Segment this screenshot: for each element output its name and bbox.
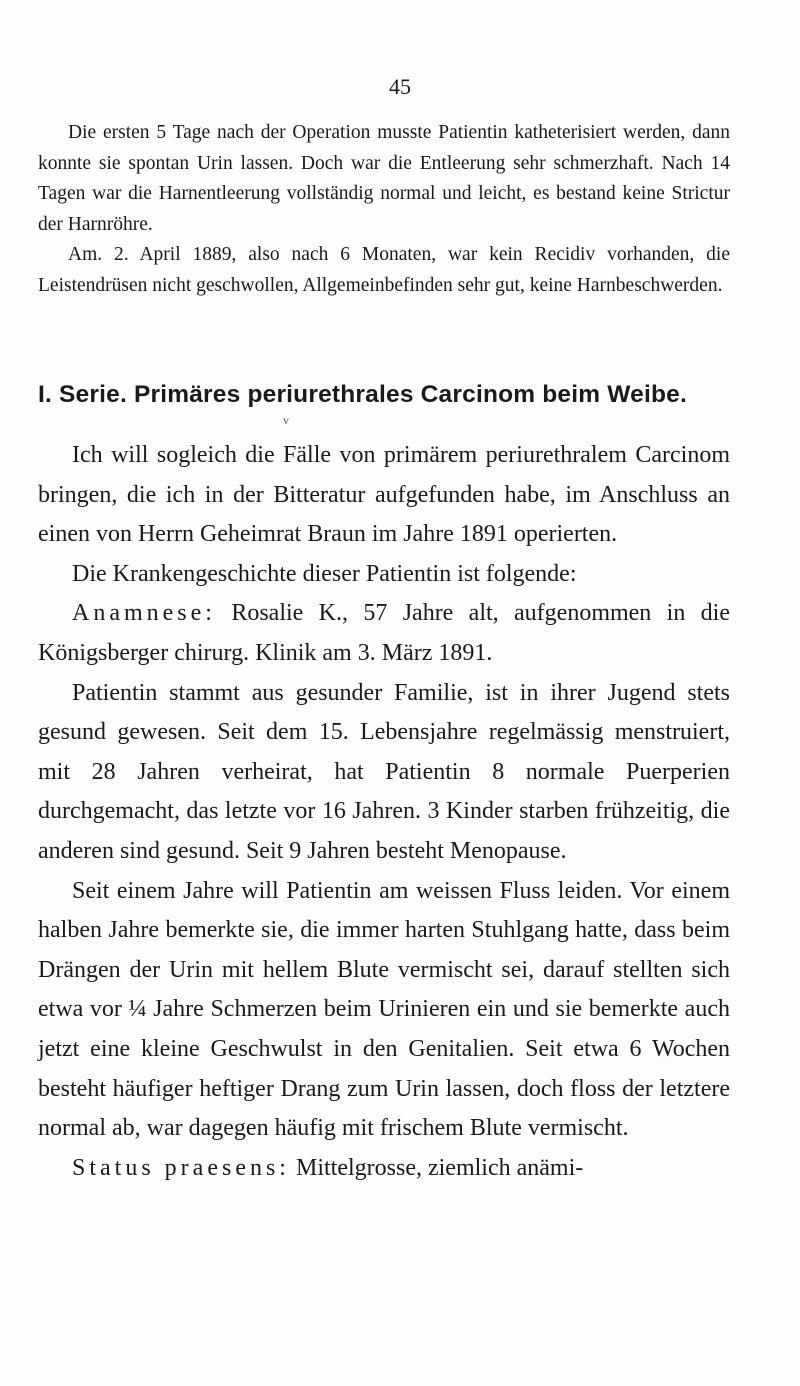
section-heading: I. Serie. Primäres periurethrales Carcinom beim Weibe. [38,381,687,408]
body-paragraph-anamnese [38,594,730,673]
body-paragraph: Seit einem Jahre will Patientin am weissen Fluss leiden. Vor einem halben Jahre bemerkte sie, die immer harten Stuhlgang hatte, dass beim Drängen der Urin mit hellem Blute vermischt sei, darauf stellten sich etwa vor ¼ Jahre Schmerzen beim Urinieren ein und sie bemerkte auch jetzt eine kleine Geschwulst in den Genitalien. Seit etwa 6 Wochen besteht häufiger heftiger Drang zum Urin lassen, doch floss der letztere normal ab, war dagegen häufig mit frischem Blute vermischt. [38,877,730,1142]
intro-paragraph: Die ersten 5 Tage nach der Operation musste Patientin katheterisiert werden, dann konnte sie spontan Urin lassen. Doch war die Entleerung sehr schmerzhaft. Nach 14 Tagen war die Harnentleerung vollständig normal und leicht, es bestand keine Strictur der Harnröhre. [38,122,730,235]
body-paragraph: Die Krankengeschichte dieser Patientin ist folgende: [72,560,577,587]
page-number: 45 [389,74,411,99]
anamnese-label: Anamnese: [72,600,216,627]
main-text-block [38,436,730,1188]
anamnese-text: Rosalie K., 57 Jahre alt, aufgenommen in die Königsberger chirurg. Klinik am 3. März 1891. [38,600,730,666]
stray-mark: v [283,413,289,427]
body-paragraph: Ich will sogleich die Fälle von primärem periurethralem Carcinom bringen, die ich in der Bitteratur aufgefunden habe, im Anschluss an einen von Herrn Geheimrat Braun im Jahre 1891 operierten. [38,442,730,548]
status-praesens-label: Status praesens: [72,1154,290,1181]
intro-paragraph: Am. 2. April 1889, also nach 6 Monaten, war kein Recidiv vorhanden, die Leistendrüsen nicht geschwollen, Allgemeinbefinden sehr gut, keine Harnbeschwerden. [38,244,730,296]
intro-text-block [38,118,730,301]
body-paragraph: Patientin stammt aus gesunder Familie, ist in ihrer Jugend stets gesund gewesen. Seit dem 15. Lebensjahre regelmässig menstruiert, mit 28 Jahren verheirat, hat Patientin 8 normale Puerperien durchgemacht, das letzte vor 16 Jahren. 3 Kinder starben frühzeitig, die anderen sind gesund. Seit 9 Jahren besteht Menopause. [38,679,730,864]
body-paragraph-status [38,1149,730,1189]
status-praesens-text: Mittelgrosse, ziemlich anämi- [289,1154,584,1181]
